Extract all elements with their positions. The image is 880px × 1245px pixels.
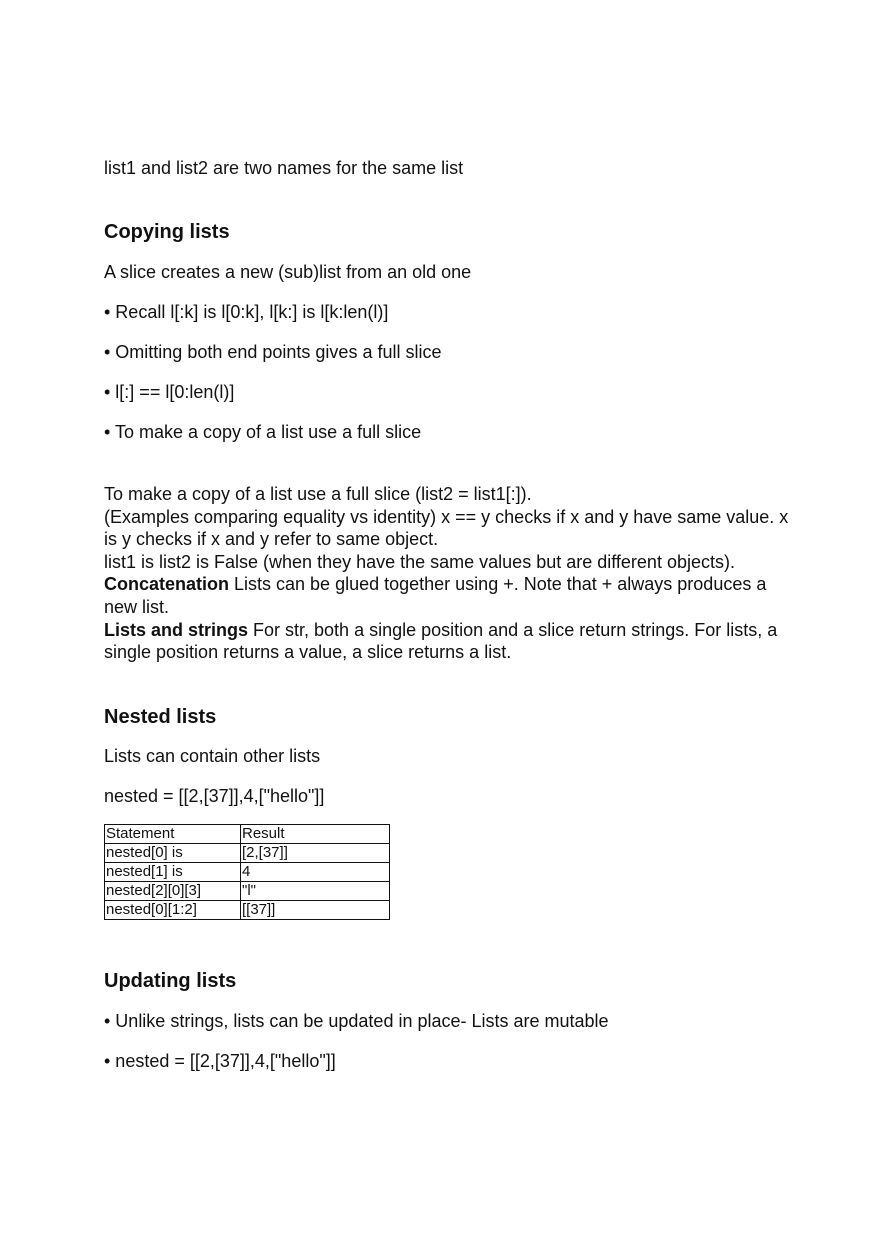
updating-bullet-1: • Unlike strings, lists can be updated in place- Lists are mutable (104, 1011, 609, 1031)
equality-identity-line: (Examples comparing equality vs identity) x == y checks if x and y have same value. x is y checks if x and y refer to same object. (104, 506, 789, 550)
table-row (105, 901, 390, 920)
copy-slice-line: To make a copy of a list use a full slice (list2 = list1[:]). (104, 484, 532, 504)
concatenation-line (104, 573, 794, 618)
concatenation-text: Lists can be glued together using +. Note that + always produces a new list. (104, 574, 767, 617)
table-cell: [2,[37]] (241, 844, 390, 863)
intro-text: list1 and list2 are two names for the same list (104, 158, 464, 178)
copying-bullet-1: • Recall l[:k] is l[0:k], l[k:] is l[k:len(l)] (104, 302, 389, 322)
copying-lists-heading: Copying lists (104, 221, 230, 243)
copying-lead-text: A slice creates a new (sub)list from an old one (104, 262, 472, 282)
updating-lists-heading: Updating lists (104, 970, 237, 992)
copying-bullet-4: • To make a copy of a list use a full slice (104, 422, 422, 442)
lists-strings-term: Lists and strings (104, 619, 249, 640)
nested-lists-heading: Nested lists (104, 706, 217, 728)
copying-bullet-3: • l[:] == l[0:len(l)] (104, 382, 235, 402)
table-header-row (105, 825, 390, 844)
table-header-cell: Statement (105, 825, 241, 844)
nested-example-text: nested = [[2,[37]],4,["hello"]] (104, 786, 325, 806)
updating-bullet-2: • nested = [[2,[37]],4,["hello"]] (104, 1051, 336, 1071)
lists-strings-line (104, 619, 794, 664)
table-cell: 4 (241, 863, 390, 882)
table-row (105, 882, 390, 901)
table-row (105, 863, 390, 882)
list-is-line: list1 is list2 is False (when they have the same values but are different objects). (104, 551, 735, 572)
table-row (105, 844, 390, 863)
table-header-cell: Result (241, 825, 390, 844)
explanation-paragraph (104, 483, 794, 664)
concatenation-term: Concatenation (104, 574, 230, 595)
lists-strings-text: For str, both a single position and a slice return strings. For lists, a single position returns a value, a slice returns a list. (104, 619, 778, 663)
table-cell: nested[0][1:2] (105, 901, 241, 920)
nested-lead-text: Lists can contain other lists (104, 746, 321, 766)
nested-index-table (104, 824, 390, 920)
table-cell: nested[2][0][3] (105, 882, 241, 901)
table-cell: nested[1] is (105, 863, 241, 882)
table-cell: "l" (241, 882, 390, 901)
table-cell: [[37]] (241, 901, 390, 920)
copying-bullet-2: • Omitting both end points gives a full slice (104, 342, 442, 362)
table-cell: nested[0] is (105, 844, 241, 863)
